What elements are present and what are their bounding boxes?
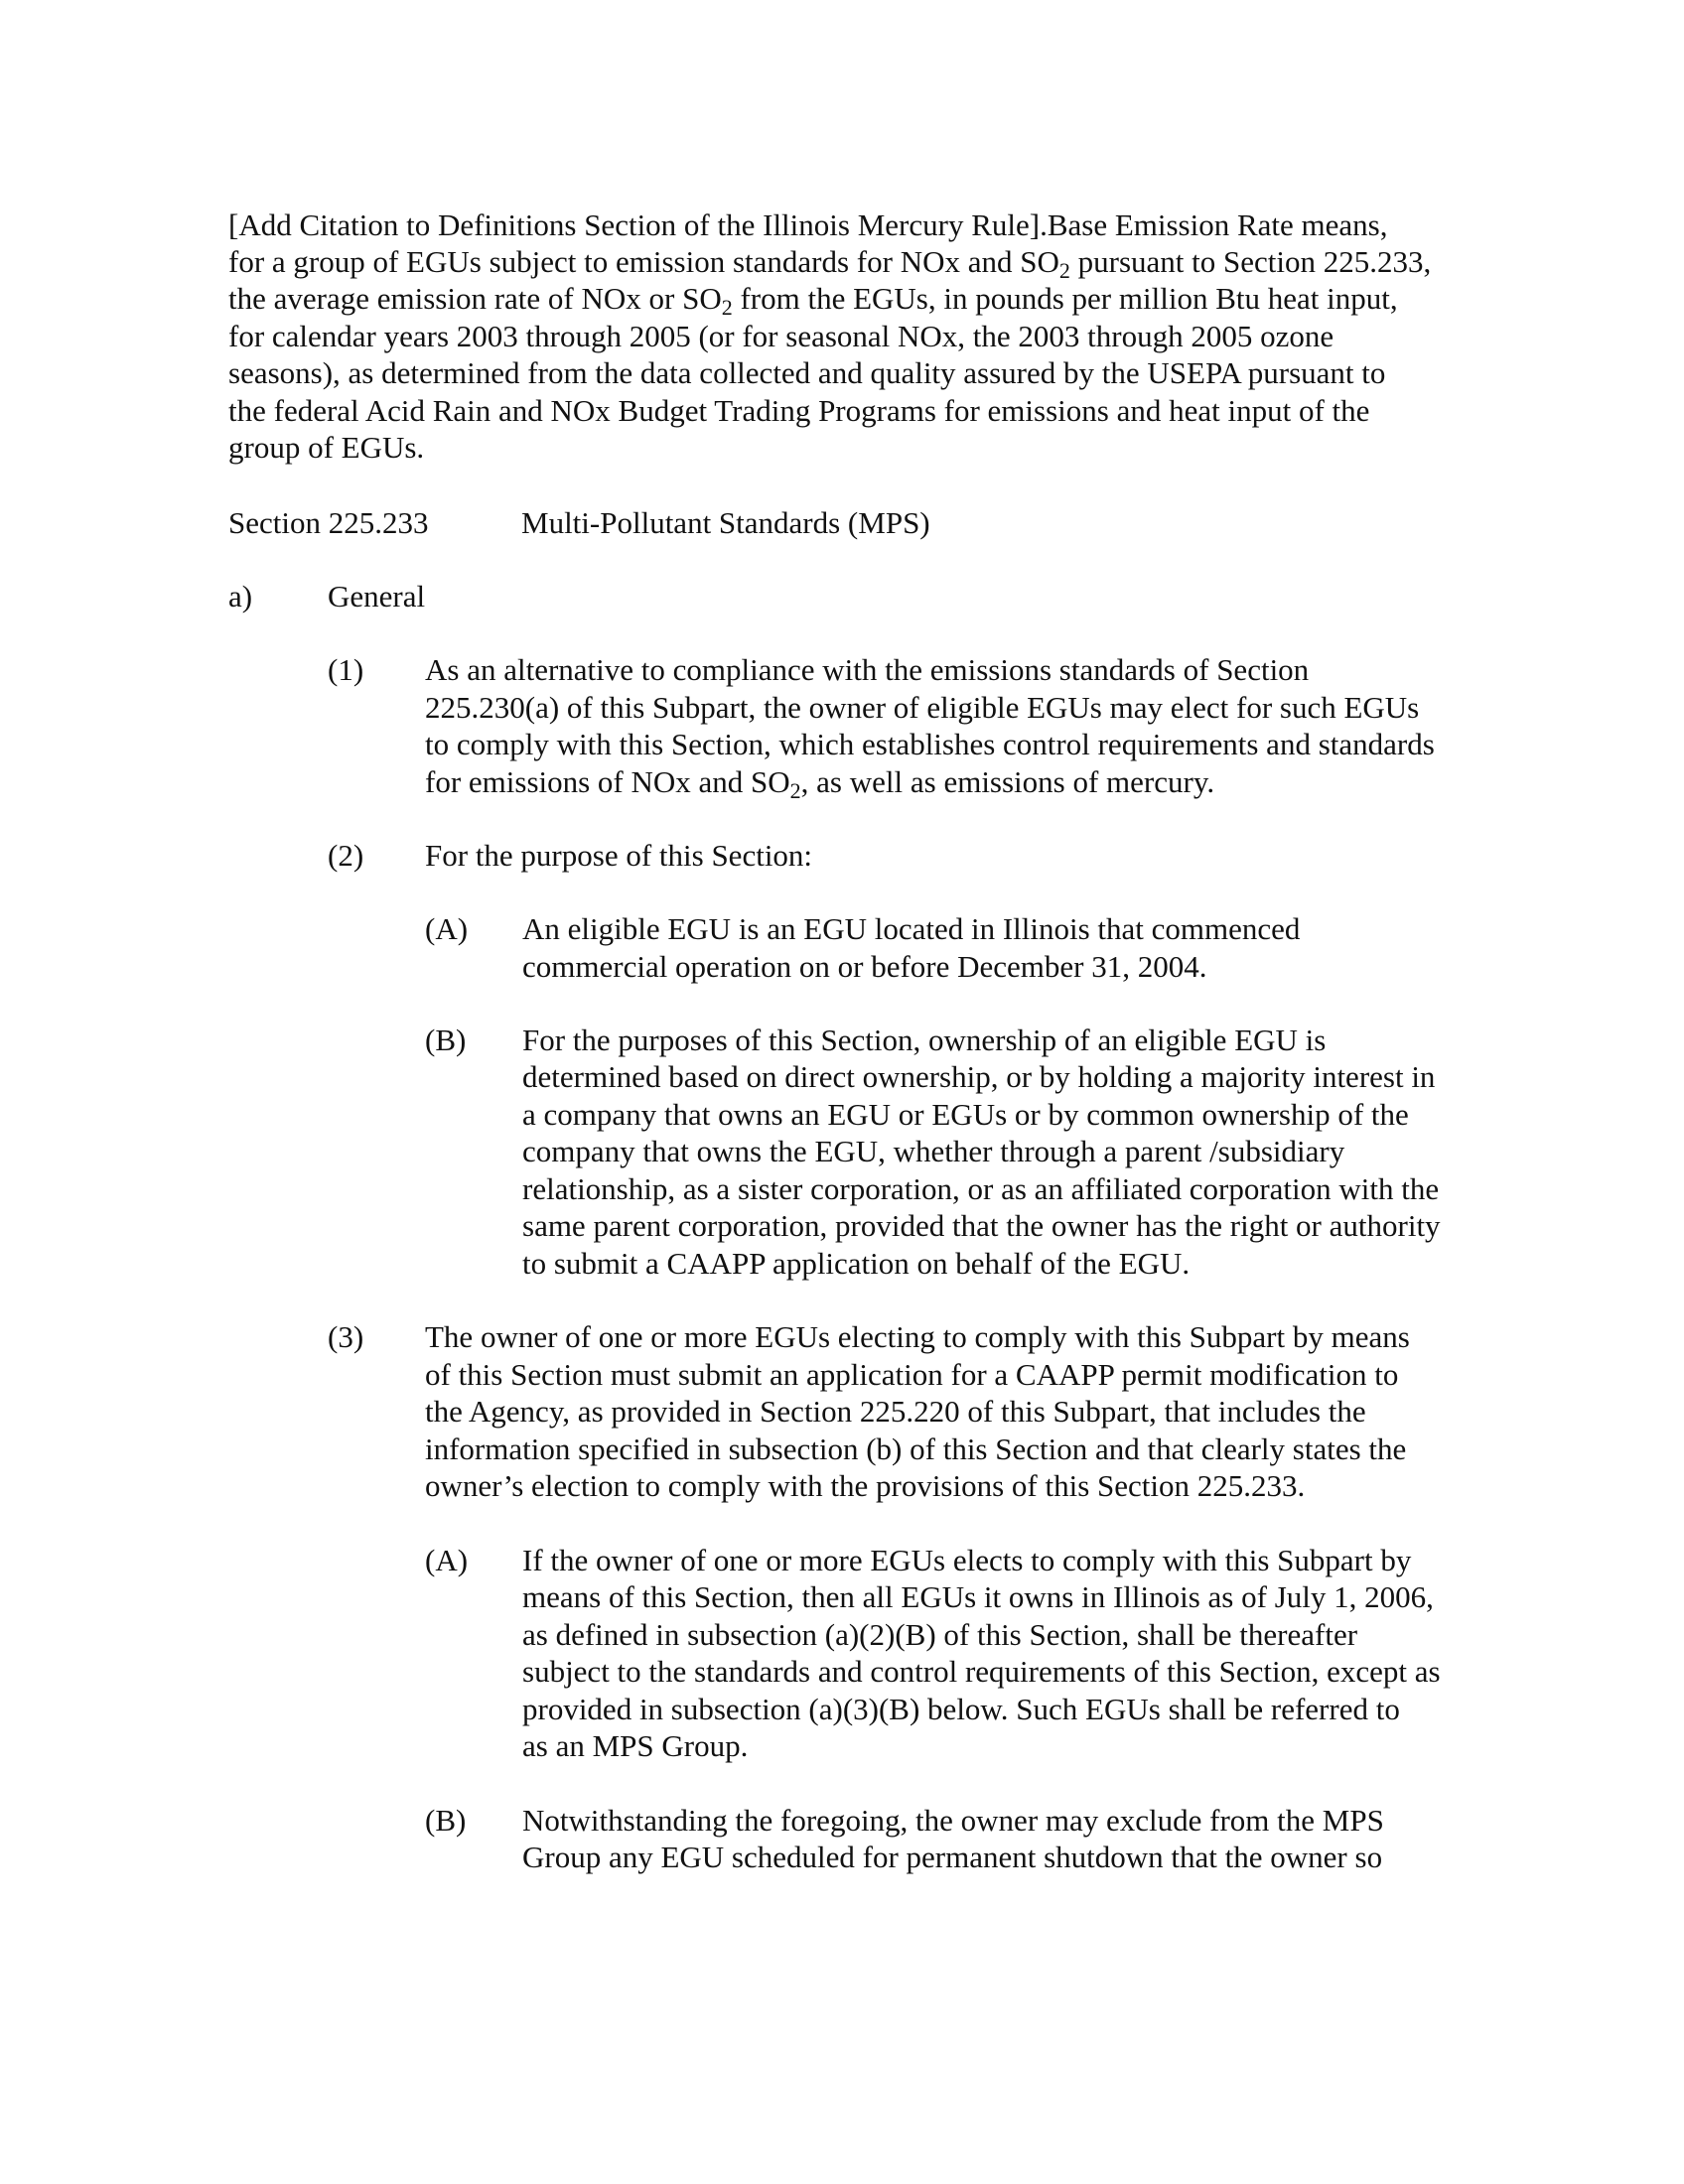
- paragraph-line: to comply with this Section, which establishes control requirements and standards: [425, 727, 1435, 761]
- subscript: 2: [721, 295, 733, 320]
- paragraph-label: (2): [328, 838, 364, 873]
- paragraph-line: a company that owns an EGU or EGUs or by common ownership of the: [522, 1097, 1409, 1132]
- subsection-label: a): [228, 579, 253, 614]
- text-run: , as well as emissions of mercury.: [800, 764, 1215, 799]
- paragraph-line: subject to the standards and control requirements of this Section, except as: [522, 1654, 1441, 1689]
- definition-line: [228, 243, 1431, 281]
- section-title: Multi-Pollutant Standards (MPS): [521, 505, 930, 540]
- text-run: pursuant to Section 225.233,: [1069, 244, 1432, 279]
- paragraph-line: For the purposes of this Section, ownership of an eligible EGU is: [522, 1023, 1327, 1057]
- subsection-title: General: [328, 579, 426, 614]
- paragraph-line: 225.230(a) of this Subpart, the owner of eligible EGUs may elect for such EGUs: [425, 690, 1420, 725]
- definition-line: the federal Acid Rain and NOx Budget Trading Programs for emissions and heat input of the: [228, 393, 1370, 428]
- text-run: the average emission rate of NOx or SO: [228, 281, 722, 316]
- paragraph-label: (B): [425, 1803, 467, 1838]
- paragraph-label: (1): [328, 652, 364, 687]
- text-run: for a group of EGUs subject to emission standards for NOx and SO: [228, 244, 1059, 279]
- paragraph-line: Group any EGU scheduled for permanent shutdown that the owner so: [522, 1840, 1383, 1874]
- paragraph-line: as defined in subsection (a)(2)(B) of this Section, shall be thereafter: [522, 1617, 1358, 1652]
- paragraph-line: [425, 763, 1214, 801]
- paragraph-line: An eligible EGU is an EGU located in Illinois that commenced: [522, 911, 1301, 946]
- paragraph-line: the Agency, as provided in Section 225.220 of this Subpart, that includes the: [425, 1394, 1366, 1429]
- paragraph-label: (A): [425, 911, 469, 946]
- paragraph-label: (3): [328, 1319, 364, 1354]
- paragraph-line: If the owner of one or more EGUs elects to comply with this Subpart by: [522, 1543, 1412, 1577]
- paragraph-line: Notwithstanding the foregoing, the owner may exclude from the MPS: [522, 1803, 1384, 1838]
- definition-line: [Add Citation to Definitions Section of the Illinois Mercury Rule].Base Emission Rate means,: [228, 207, 1388, 242]
- text-run: for emissions of NOx and SO: [425, 764, 790, 799]
- paragraph-line: relationship, as a sister corporation, or as an affiliated corporation with the: [522, 1171, 1440, 1206]
- paragraph-line: company that owns the EGU, whether through a parent /subsidiary: [522, 1134, 1345, 1168]
- paragraph-line: same parent corporation, provided that the owner has the right or authority: [522, 1208, 1441, 1243]
- paragraph-line: commercial operation on or before December 31, 2004.: [522, 949, 1207, 984]
- definition-line: seasons), as determined from the data collected and quality assured by the USEPA pursuant to: [228, 355, 1386, 390]
- paragraph-label: (A): [425, 1543, 469, 1577]
- subscript: 2: [1058, 258, 1070, 283]
- definition-line: for calendar years 2003 through 2005 (or for seasonal NOx, the 2003 through 2005 ozone: [228, 319, 1334, 353]
- paragraph-line: provided in subsection (a)(3)(B) below. Such EGUs shall be referred to: [522, 1692, 1400, 1726]
- paragraph-line: The owner of one or more EGUs electing to comply with this Subpart by means: [425, 1319, 1410, 1354]
- paragraph-line: to submit a CAAPP application on behalf of the EGU.: [522, 1246, 1191, 1281]
- paragraph-line: information specified in subsection (b) of this Section and that clearly states the: [425, 1432, 1407, 1466]
- definition-line: [228, 280, 1398, 318]
- paragraph-line: As an alternative to compliance with the emissions standards of Section: [425, 652, 1310, 687]
- paragraph-line: of this Section must submit an application for a CAAPP permit modification to: [425, 1357, 1399, 1392]
- definition-line: group of EGUs.: [228, 430, 425, 465]
- text-run: from the EGUs, in pounds per million Btu heat input,: [732, 281, 1398, 316]
- paragraph-line: determined based on direct ownership, or by holding a majority interest in: [522, 1059, 1436, 1094]
- paragraph-line: as an MPS Group.: [522, 1728, 749, 1763]
- subscript: 2: [789, 778, 801, 803]
- paragraph-label: (B): [425, 1023, 467, 1057]
- paragraph-line: For the purpose of this Section:: [425, 838, 813, 873]
- paragraph-line: owner’s election to comply with the provisions of this Section 225.233.: [425, 1468, 1306, 1503]
- paragraph-line: means of this Section, then all EGUs it owns in Illinois as of July 1, 2006,: [522, 1579, 1434, 1614]
- section-number: Section 225.233: [228, 505, 429, 540]
